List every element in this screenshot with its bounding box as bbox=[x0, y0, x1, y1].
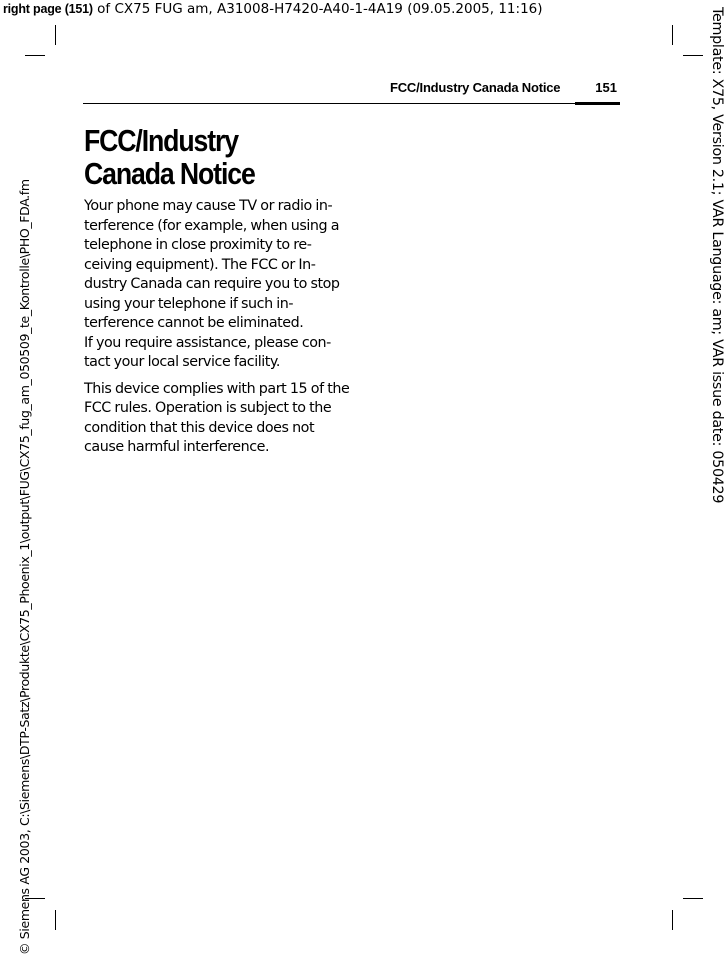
header-rule bbox=[83, 103, 620, 104]
crop-mark-bl-v bbox=[55, 910, 56, 930]
section-body bbox=[84, 197, 352, 465]
paragraph-interference: Your phone may cause TV or radio in-terference (for example, when using a telephone in close proximity to re-ceiving equipment). The FCC or In-dustry Canada can require you to stop using your telephone if such in-terference cannot be eliminated. bbox=[84, 198, 340, 331]
page-number-rule bbox=[575, 102, 620, 105]
print-info-details: of CX75 FUG am, A31008-H7420-A40-1-4A19 (09.05.2005, 11:16) bbox=[92, 1, 543, 17]
crop-mark-tl-h bbox=[25, 55, 45, 56]
side-copyright-path: © Siemens AG 2003, C:\Siemens\DTP-Satz\Produkte\CX75_Phoenix_1\output\FUG\CX75_fug_am_050509_te_Kontrolle\PHO_FDA.fm bbox=[17, 179, 32, 955]
print-info-page: right page (151) bbox=[3, 2, 93, 16]
print-info-line bbox=[3, 1, 543, 17]
crop-mark-br-h bbox=[683, 898, 703, 899]
running-header-title: FCC/Industry Canada Notice bbox=[390, 80, 561, 95]
section-heading-line1: FCC/Industry bbox=[84, 123, 238, 158]
paragraph-compliance: This device complies with part 15 of the FCC rules. Operation is subject to the condition that this device does not cause harmful interference. bbox=[84, 380, 350, 455]
crop-mark-tr-h bbox=[683, 55, 703, 56]
crop-mark-tr-v bbox=[672, 25, 673, 45]
page-number: 151 bbox=[595, 80, 617, 95]
crop-mark-tl-v bbox=[55, 25, 56, 45]
side-template-info: Template: X75, Version 2.1; VAR Language: am; VAR issue date: 050429 bbox=[709, 7, 725, 504]
crop-mark-br-v bbox=[672, 910, 673, 930]
section-heading bbox=[84, 124, 290, 190]
section-heading-line2: Canada Notice bbox=[84, 156, 255, 191]
paragraph-assistance: If you require assistance, please con-tact your local service facility. bbox=[84, 334, 331, 370]
